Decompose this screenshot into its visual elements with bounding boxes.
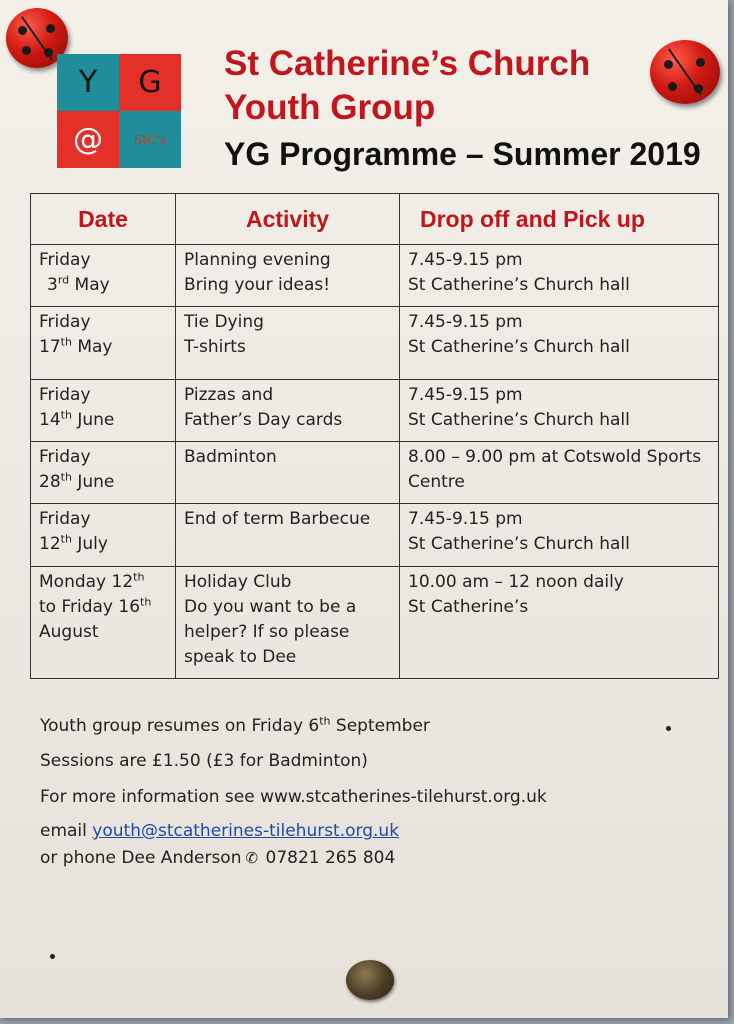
date-cell: Friday 17th May [31,307,176,380]
activity-cell: End of term Barbecue [176,504,400,567]
column-header-dropoff: Drop off and Pick up [400,194,719,245]
phone-number: 07821 265 804 [265,848,396,868]
column-header-activity: Activity [176,194,400,245]
dropoff-cell: 7.45-9.15 pm St Catherine’s Church hall [400,307,719,380]
ladybug-magnet-icon [650,40,720,104]
activity-cell: Tie Dying T-shirts [176,307,400,380]
table-row [31,245,719,307]
programme-table [30,193,719,679]
date-cell: Friday 12th July [31,504,176,567]
title-line-1: St Catherine’s Church [224,44,591,83]
dropoff-cell: 7.45-9.15 pm St Catherine’s Church hall [400,380,719,442]
activity-cell: Badminton [176,442,400,504]
activity-cell: Holiday Club Do you want to be a helper? If so please speak to Dee [176,567,400,679]
dropoff-cell: 10.00 am – 12 noon daily St Catherine’s [400,567,719,679]
phone-label: or phone Dee Anderson [40,848,242,868]
date-cell: Monday 12th to Friday 16th August [31,567,176,679]
table-row [31,307,719,380]
table-row [31,380,719,442]
date-cell: Friday 3rd May [31,245,176,307]
table-row [31,567,719,679]
phone-line [40,848,395,868]
resumes-note: Youth group resumes on Friday 6th September [40,714,430,736]
email-line [40,821,399,841]
activity-cell: Pizzas and Father’s Day cards [176,380,400,442]
date-cell: Friday 14th June [31,380,176,442]
table-header-row [31,194,719,245]
logo-y: Y [57,54,119,111]
yg-logo [57,54,181,168]
title-line-2: Youth Group [224,88,436,127]
page-subtitle: YG Programme – Summer 2019 [224,136,701,172]
column-header-date: Date [31,194,176,245]
table-row [31,504,719,567]
email-label: email [40,821,93,841]
more-info-note: For more information see www.stcatherines-tilehurst.org.uk [40,787,547,807]
mobile-phone-icon: ✆ [245,849,259,867]
dropoff-cell: 7.45-9.15 pm St Catherine’s Church hall [400,245,719,307]
paper-mark [666,726,671,731]
page-title [224,42,590,130]
email-link[interactable]: youth@stcatherines-tilehurst.org.uk [92,821,400,841]
magnet-pin-icon [346,960,394,1000]
dropoff-cell: 8.00 – 9.00 pm at Cotswold Sports Centre [400,442,719,504]
paper-mark [50,954,55,959]
logo-at: @ [57,111,119,168]
table-row [31,442,719,504]
logo-g: G [119,54,181,111]
dropoff-cell: 7.45-9.15 pm St Catherine’s Church hall [400,504,719,567]
logo-stc: StC’s [119,111,181,168]
sessions-note: Sessions are £1.50 (£3 for Badminton) [40,751,368,771]
date-cell: Friday 28th June [31,442,176,504]
activity-cell: Planning evening Bring your ideas! [176,245,400,307]
